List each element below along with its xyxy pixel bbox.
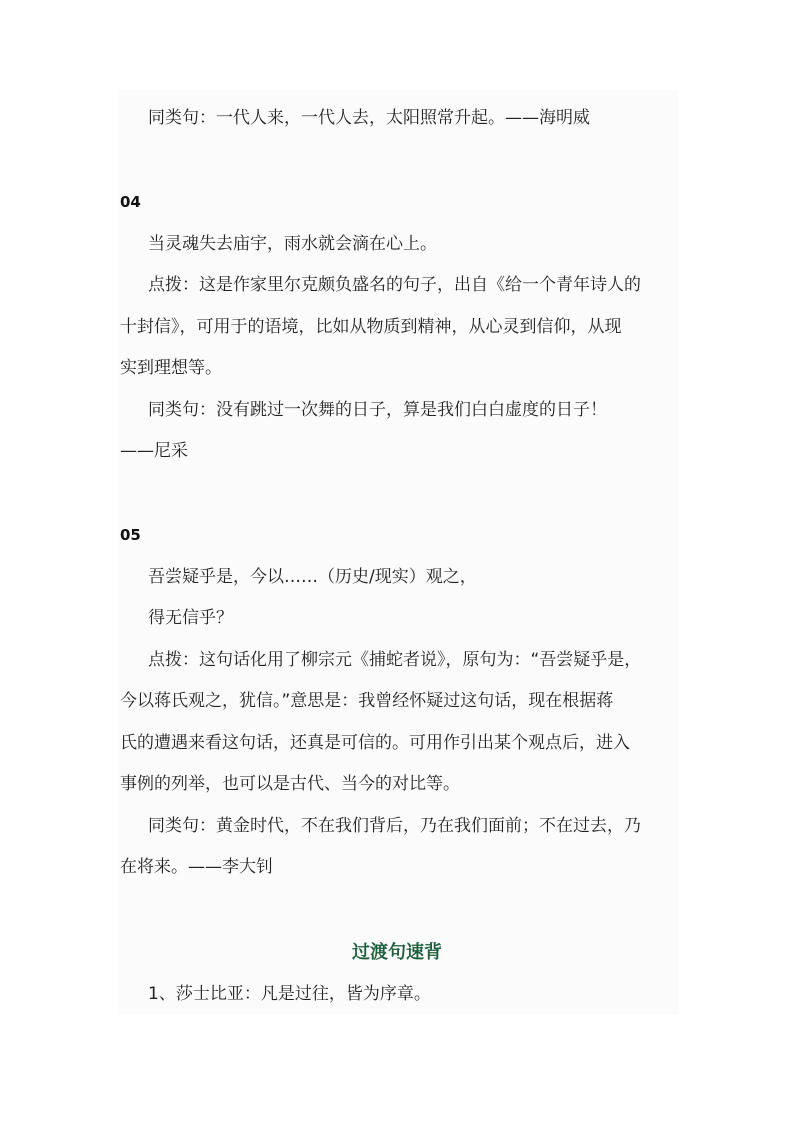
similar-sentence-04-line1: 同类句：没有跳过一次舞的日子，算是我们白白虚度的日子！ [148,400,607,420]
section-number-04: 04 [120,193,141,211]
similar-sentence-05-line1: 同类句：黄金时代，不在我们背后，乃在我们面前；不在过去，乃 [148,816,641,836]
quote-05-line2: 得无信乎？ [148,608,233,628]
comment-04-line2: 十封信》，可用于的语境，比如从物质到精神，从心灵到信仰，从现 [120,317,622,337]
comment-05-line2: 今以蒋氏观之，犹信。”意思是：我曾经怀疑过这句话，现在根据蒋 [120,691,614,711]
comment-04-line3: 实到理想等。 [120,358,222,378]
similar-sentence-05-line2: 在将来。——李大钊 [120,857,273,877]
comment-05-line4: 事例的列举，也可以是古代、当今的对比等。 [120,774,460,794]
section-number-05: 05 [120,526,141,544]
list-item: 1、莎士比亚：凡是过往，皆为序章。 [148,984,431,1004]
similar-sentence-3: 同类句：一代人来，一代人去，太阳照常升起。——海明威 [148,108,590,128]
section-title: 过渡句速背 [352,942,442,963]
quote-05-line1: 吾尝疑乎是，今以……（历史/现实）观之， [148,567,477,587]
similar-sentence-04-line2: ——尼采 [120,441,188,461]
comment-05-line1: 点拨：这句话化用了柳宗元《捕蛇者说》，原句为：“吾尝疑乎是， [148,650,642,670]
comment-04-line1: 点拨：这是作家里尔克颇负盛名的句子，出自《给一个青年诗人的 [148,275,641,295]
quote-04: 当灵魂失去庙宇，雨水就会滴在心上。 [148,234,437,254]
comment-05-line3: 氏的遭遇来看这句话，还真是可信的。可用作引出某个观点后，进入 [120,733,630,753]
